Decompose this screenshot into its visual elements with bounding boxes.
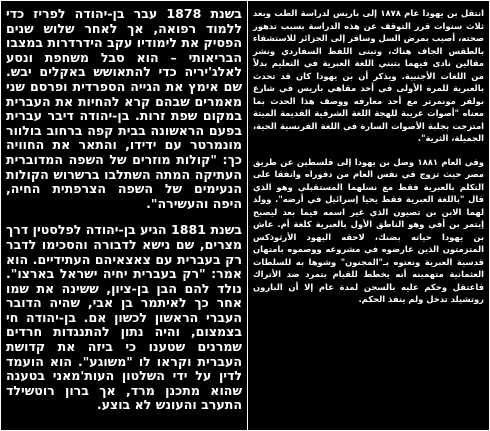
- arabic-paragraph-1: انتقل بن يهودا عام ١٨٧٨ إلى باريس لدراسة الطب وبعد ثلاث سنوات قرر التوقف عن هذه الدراسة بسبب تدهور صحته، أصيب بمرض السل وسافر إلى الجزائر للاستشفاء بالطقس الجاف هناك، وتبنى اللفظ السفاردي ونشر مقالين نادى فيهما بتبني اللغة العبرية في التعليم بدلاً من اللغات الأجنبية. ويذكر أن بن يهودا كان قد تحدث بالعبرية للمرة الأولى في أحد مقاهي باريس في شارع بولفر مونمرتر مع أحد معارفه ووصف هذا الحدث بما معناه "أصوات غريبة للهجة اللغة الشرقية القديمة الميتة امتزجت بجلبة الأصوات السارة في اللغة الفرنسية الحية، الجميلة، الثرية".: [253, 8, 484, 143]
- arabic-paragraph-2: وفي العام ١٨٨١ وصل بن يهودا إلى فلسطين عن طريق مصر حيث تزوج في نفس العام من دفوراه واتفقا على التكلم بالعبرية فقط مع نسلهما المستقبلي وهو الذي قال "باللغة العبرية فقط يحيا إسرائيل في أرضه". وولد لهما الابن بن تصيون الذي غير اسمه فيما بعد ليصبح إيتمر بن أفي وهو الناطق الأول بالعبرية كلغة أم. عاش بن يهودا حياته بضنك، لاحقه اليهود الأرثوذكس المتزمتون الذين عارضوه في مشروعه ووصموه بامتهان قدسية العبرية ونعتوه بـ"المجنون" وشوها به للسلطات العثمانية متهمينه أنه يخطط للقيام بتمرد ضد الأتراك فاعتقل وحكم عليه بالسجن لمدة عام إلا أن البارون روتشيلد تدخل ولم ينفذ الحكم.: [253, 156, 484, 304]
- arabic-column: [248, 1, 489, 430]
- hebrew-paragraph-1: בשנת 1878 עבר בן-יהודה לפריז כדי ללמוד רפואה, אך לאחר שלוש שנים הפסיק את לימודיו עקב הידרדרות במצבו הבריאותי – הוא סבל משחפת ונסע לאלג'יריה כדי להתאושש באקלים יבש. שם אימץ את הגייה הספרדית ופרסם שני מאמרים שבהם קרא להחיות את העברית במקום שפת זרות. בן-יהודה דיבר עברית בפעם הראשונה בבית קפה ברחוב בולוור מונמרטר עם ידידו, והתאר את החוויה כך: "קולות מוזרים של השפה המדוברית העתיקה המתה השתלבו ברשרוש הקולות הנעימים של השפה הצרפתית החיה, היפה והעשירה".: [6, 6, 242, 211]
- hebrew-column: [1, 1, 248, 430]
- hebrew-paragraph-2: בשנת 1881 הגיע בן-יהודה לפלסטין דרך מצרים, שם נישא לדבורה והסכימו לדבר רק בעברית עם צאצאיהם העתידיים. הוא אמר: "רק בעברית יחיה ישראל בארצו". נולד להם הבן בן-ציון, ששינה את שמו אחר כך לאיתמר בן אבי, שהיה הדובר העברי הראשון לכשון אם. בן-יהודה חי בצמצום, והיה נתון להתנגדות חרדים שמרנים שטענו כי ביזה את קדושת העברית וקראו לו "משוגע". הוא הועמד לדין על ידי השלטון העות'מאני בטענה שהוא מתכנן מרד, אך ברון רוטשילד התערב והעונש לא בוצע.: [6, 222, 242, 413]
